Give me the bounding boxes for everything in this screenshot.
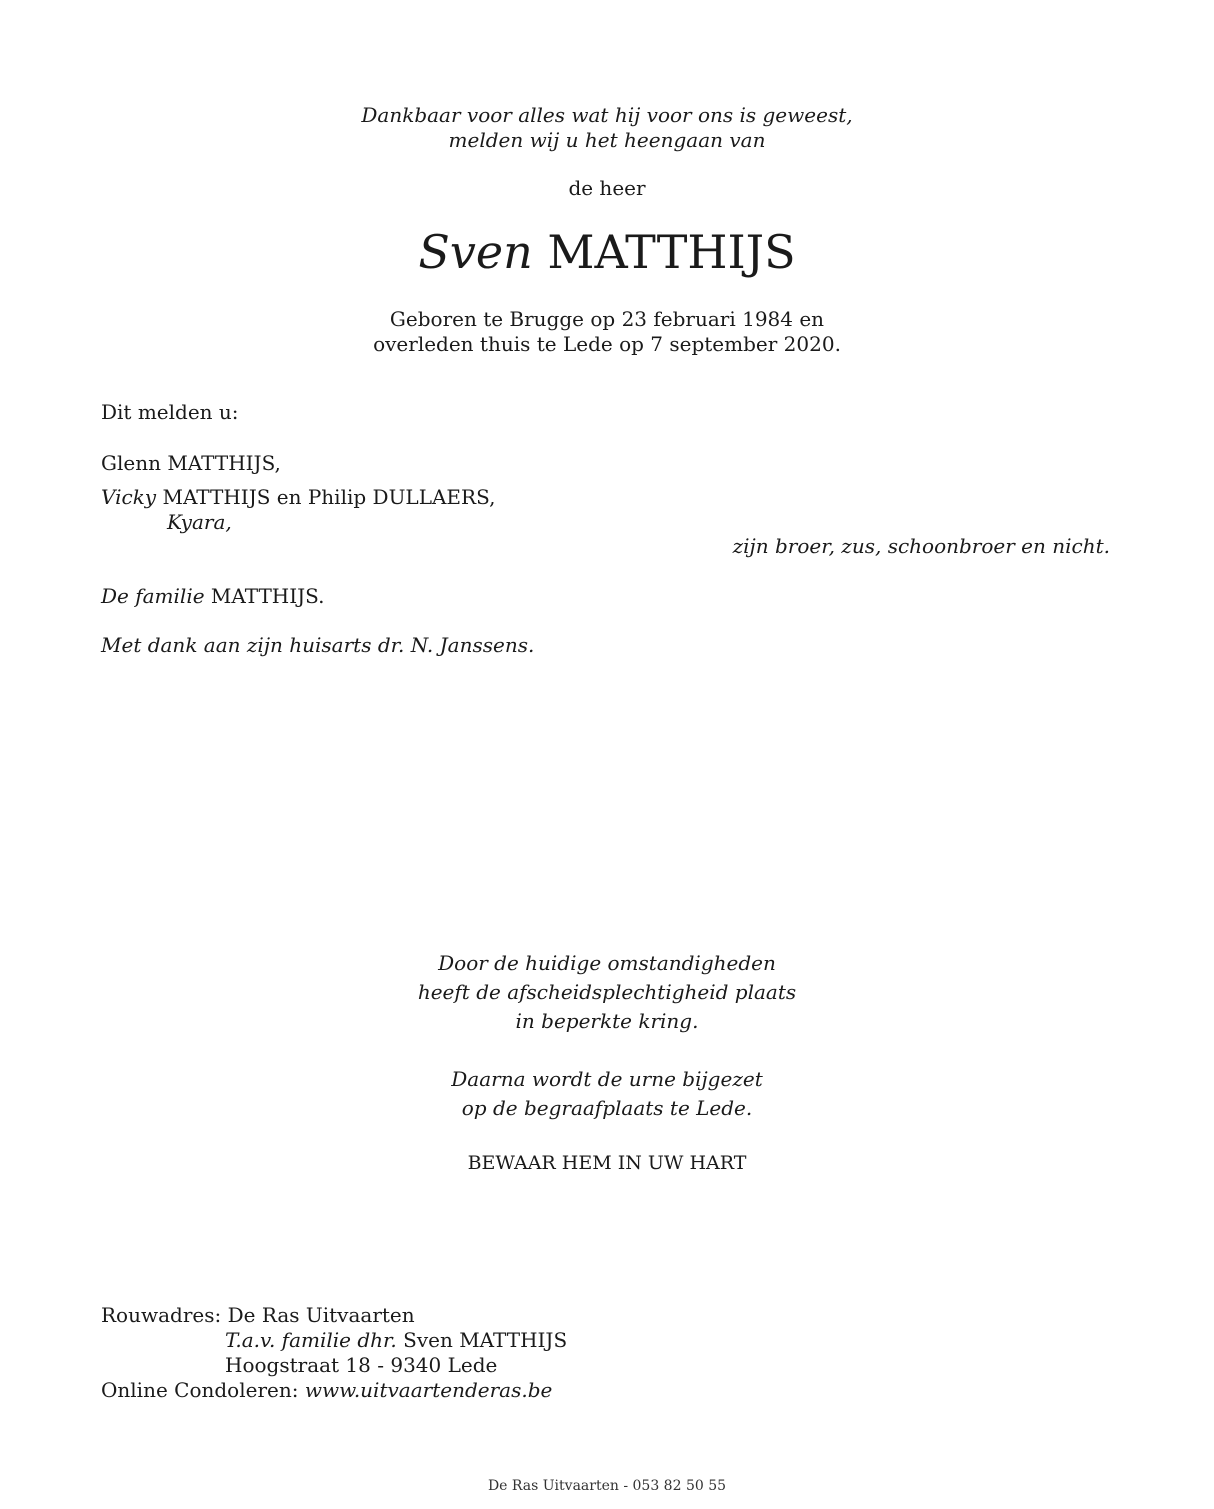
address-label: Rouwadres:: [101, 1303, 222, 1327]
announcer-glenn: Glenn MATTHIJS,: [101, 451, 281, 475]
address-attention-prefix: T.a.v. familie dhr.: [225, 1328, 397, 1352]
birth-death-info: [0, 307, 1214, 357]
address-line-4: [101, 1378, 567, 1403]
announcer-kyara: Kyara,: [167, 510, 232, 534]
family-line: [101, 584, 325, 609]
announcer-vicky-rest: MATTHIJS en Philip DULLAERS,: [162, 485, 496, 509]
urn-info: [0, 1065, 1214, 1123]
address-street: Hoogstraat 18 - 9340 Lede: [225, 1353, 498, 1377]
footer-text: De Ras Uitvaarten - 053 82 50 55: [487, 1478, 727, 1494]
address-block: [101, 1303, 567, 1403]
opening-line-2: melden wij u het heengaan van: [448, 128, 766, 152]
thanks-line: [101, 633, 534, 658]
closing-line: BEWAAR HEM IN UW HART: [467, 1152, 747, 1174]
ceremony-line-3: in beperkte kring.: [515, 1009, 699, 1033]
condolence-label: Online Condoleren:: [101, 1378, 299, 1402]
condolence-website-link[interactable]: www.uitvaartenderas.be: [304, 1378, 553, 1402]
address-company: De Ras Uitvaarten: [227, 1303, 415, 1327]
family-name: MATTHIJS.: [210, 584, 325, 608]
deceased-name: [0, 224, 1214, 280]
announcer-vicky-first: Vicky: [101, 485, 157, 509]
address-attention-name: Sven MATTHIJS: [403, 1328, 568, 1352]
ceremony-info: [0, 949, 1214, 1036]
deceased-last-name: MATTHIJS: [547, 225, 796, 279]
announcers-intro: Dit melden u:: [101, 400, 239, 424]
opening-line-1: Dankbaar voor alles wat hij voor ons is geweest,: [361, 103, 853, 127]
urn-line-1: Daarna wordt de urne bijgezet: [451, 1067, 763, 1091]
death-line: overleden thuis te Lede op 7 september 2020.: [373, 332, 841, 356]
family-prefix: De familie: [101, 584, 205, 608]
relation-line: zijn broer, zus, schoonbroer en nicht.: [732, 534, 1110, 558]
ceremony-line-1: Door de huidige omstandigheden: [438, 951, 776, 975]
address-line-2: [101, 1328, 567, 1353]
birth-line: Geboren te Brugge op 23 februari 1984 en: [389, 307, 825, 331]
title-prefix: de heer: [568, 176, 646, 200]
announcer-vicky: [101, 485, 495, 510]
ceremony-line-2: heeft de afscheidsplechtigheid plaats: [417, 980, 797, 1004]
deceased-first-name: Sven: [418, 225, 533, 279]
opening-text: [0, 103, 1214, 153]
urn-line-2: op de begraafplaats te Lede.: [461, 1096, 753, 1120]
thanks-prefix: Met dank aan zijn huisarts: [101, 633, 372, 657]
thanks-doctor: dr. N. Janssens.: [377, 633, 535, 657]
address-line-1: [101, 1303, 567, 1328]
